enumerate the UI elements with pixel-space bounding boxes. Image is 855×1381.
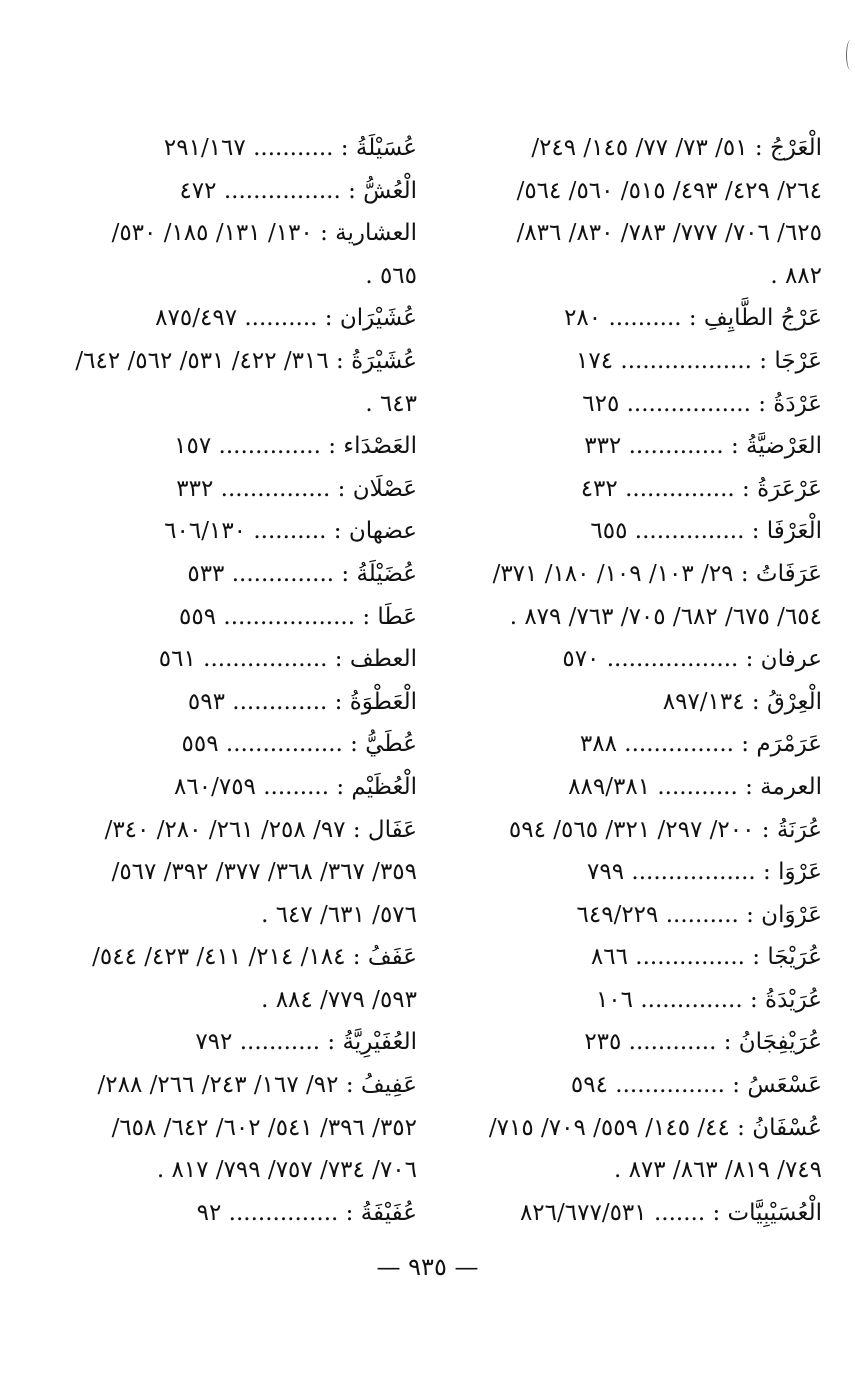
index-entry: عُشَيْرَةُ : ٣١٦/ ٤٢٢/ ٥٣١/ ٥٦٢/ ٦٤٢/ (75, 347, 417, 374)
index-entry: عُرَيْجَا : ............... ٨٦٦ (590, 944, 822, 971)
index-entry: العَرْضيَّةُ : ............. ٣٣٢ (584, 433, 822, 460)
page-edge-mark (846, 40, 855, 70)
index-entry: العطف : ................. ٥٦١ (158, 646, 417, 673)
page-number: — ٩٣٥ — (376, 1253, 479, 1281)
index-column-left (55, 127, 417, 1234)
index-entry: ٣٥٢/ ٣٩٦/ ٥٤١/ ٦٠٢/ ٦٤٢/ ٦٥٨/ (111, 1114, 417, 1141)
index-entry: عَصْلَان : ............... ٣٣٢ (176, 475, 417, 502)
index-entry: عَرَفَاتُ : ٢٩/ ١٠٣/ ١٠٩/ ١٨٠/ ٣٧١/ (492, 560, 822, 587)
index-entry: ٥٩٣/ ٧٧٩/ ٨٨٤ . (261, 986, 417, 1013)
index-entry: ٦٥٤/ ٦٧٥/ ٦٨٢/ ٧٠٥/ ٧٦٣/ ٨٧٩ . (509, 603, 822, 630)
index-entry: ٦٢٥/ ٧٠٦/ ٧٧٧/ ٧٨٣/ ٨٣٠/ ٨٣٦/ (516, 220, 822, 247)
index-entry: ٣٥٩/ ٣٦٧/ ٣٦٨/ ٣٧٧/ ٣٩٢/ ٥٦٧/ (111, 859, 417, 886)
index-entry: عَفَفُ : ١٨٤/ ٢١٤/ ٤١١/ ٤٢٣/ ٥٤٤/ (92, 944, 417, 971)
index-entry: عضهان : .......... ٦٠٦/١٣٠ (164, 518, 417, 545)
index-entry: ٧٠٦/ ٧٣٤/ ٧٥٧/ ٧٩٩/ ٨١٧ . (156, 1157, 417, 1184)
index-entry: عرفان : .................. ٥٧٠ (562, 646, 822, 673)
index-entry: عُسَيْلَةُ : ........... ٢٩١/١٦٧ (163, 135, 417, 161)
index-entry: عَرْعَرَةُ : ............... ٤٣٢ (580, 475, 822, 502)
index-entry: الْعَرْجُ : ٥١/ ٧٣/ ٧٧/ ١٤٥/ ٢٤٩/ (531, 135, 822, 161)
index-entry: العشارية : ١٣٠/ ١٣١/ ١٨٥/ ٥٣٠/ (111, 220, 417, 247)
index-entry: عَفَال : ٩٧/ ٢٥٨/ ٢٦١/ ٢٨٠/ ٣٤٠/ (104, 816, 417, 843)
index-entry: عَرَمْرَم : ............... ٣٨٨ (579, 731, 822, 758)
index-entry: الْعَرْفَا : ............... ٦٥٥ (590, 518, 822, 545)
index-entry: عَطَا : .................. ٥٥٩ (179, 603, 417, 630)
index-entry: الْعِرْقُ : ٨٩٧/١٣٤ (662, 688, 822, 715)
index-entry: عُفَيْفَةُ : ............... ٩٢ (196, 1199, 417, 1226)
index-entry: عَرْوَا : ................. ٧٩٩ (587, 859, 822, 886)
index-entry: ٥٧٦/ ٦٣١/ ٦٤٧ . (261, 901, 417, 928)
index-entry: عُشَيْرَان : .......... ٨٧٥/٤٩٧ (155, 305, 417, 332)
index-column-right (470, 127, 822, 1234)
index-entry: عُرَنَةُ : ٢٠٠/ ٢٩٧/ ٣٢١/ ٥٦٥/ ٥٩٤ (508, 816, 822, 843)
index-entry: عَرْدَةُ : ................. ٦٢٥ (582, 390, 822, 417)
index-entry: الْعُشُّ : ................ ٤٧٢ (179, 177, 417, 204)
index-entry: عَرْجَا : .................. ١٧٤ (576, 347, 822, 374)
index-entry: ٢٦٤/ ٤٢٩/ ٤٩٣/ ٥١٥/ ٥٦٠/ ٥٦٤/ (516, 177, 822, 204)
index-entry: ٧٤٩/ ٨١٩/ ٨٦٣/ ٨٧٣ . (613, 1157, 822, 1184)
index-entry: العُفَيْرِيَّةُ : ........... ٧٩٢ (195, 1029, 417, 1056)
index-entry: ٦٤٣ . (365, 390, 417, 417)
index-entry: الْعُظَيْم : ......... ٨٦٠/٧٥٩ (174, 773, 417, 800)
index-entry: الْعُسَيْبِيَّات : ....... ٨٢٦/٦٧٧/٥٣١ (519, 1199, 822, 1226)
index-entry: عَرْجُ الطَّايِفِ : .......... ٢٨٠ (564, 305, 822, 332)
index-entry: ٥٦٥ . (365, 262, 417, 289)
index-entry: ٨٨٢ . (770, 262, 822, 289)
index-entry: عَرْوَان : .......... ٦٤٩/٢٢٩ (576, 901, 822, 928)
index-entry: عَفِيفُ : ٩٢/ ١٦٧/ ٢٤٣/ ٢٦٦/ ٢٨٨/ (97, 1072, 417, 1099)
index-entry: عُرَيْدَةُ : .............. ١٠٦ (595, 986, 822, 1013)
index-entry: العَصْدَاء : .............. ١٥٧ (174, 433, 417, 460)
index-entry: العرمة : ........... ٨٨٩/٣٨١ (568, 773, 822, 800)
index-entry: الْعَطْوَةُ : ............. ٥٩٣ (187, 688, 417, 715)
index-entry: عَسْعَسُ : ............... ٥٩٤ (570, 1072, 822, 1099)
index-entry: عُسْفَانُ : ٤٤/ ١٤٥/ ٥٥٩/ ٧٠٩/ ٧١٥/ (488, 1114, 822, 1141)
index-entry: عُضَيْلَةُ : .............. ٥٣٣ (187, 560, 417, 587)
index-entry: عُطَيُّ : ................ ٥٥٩ (181, 731, 417, 758)
index-entry: عُرَيْفِجَانُ : ............ ٢٣٥ (584, 1029, 822, 1056)
